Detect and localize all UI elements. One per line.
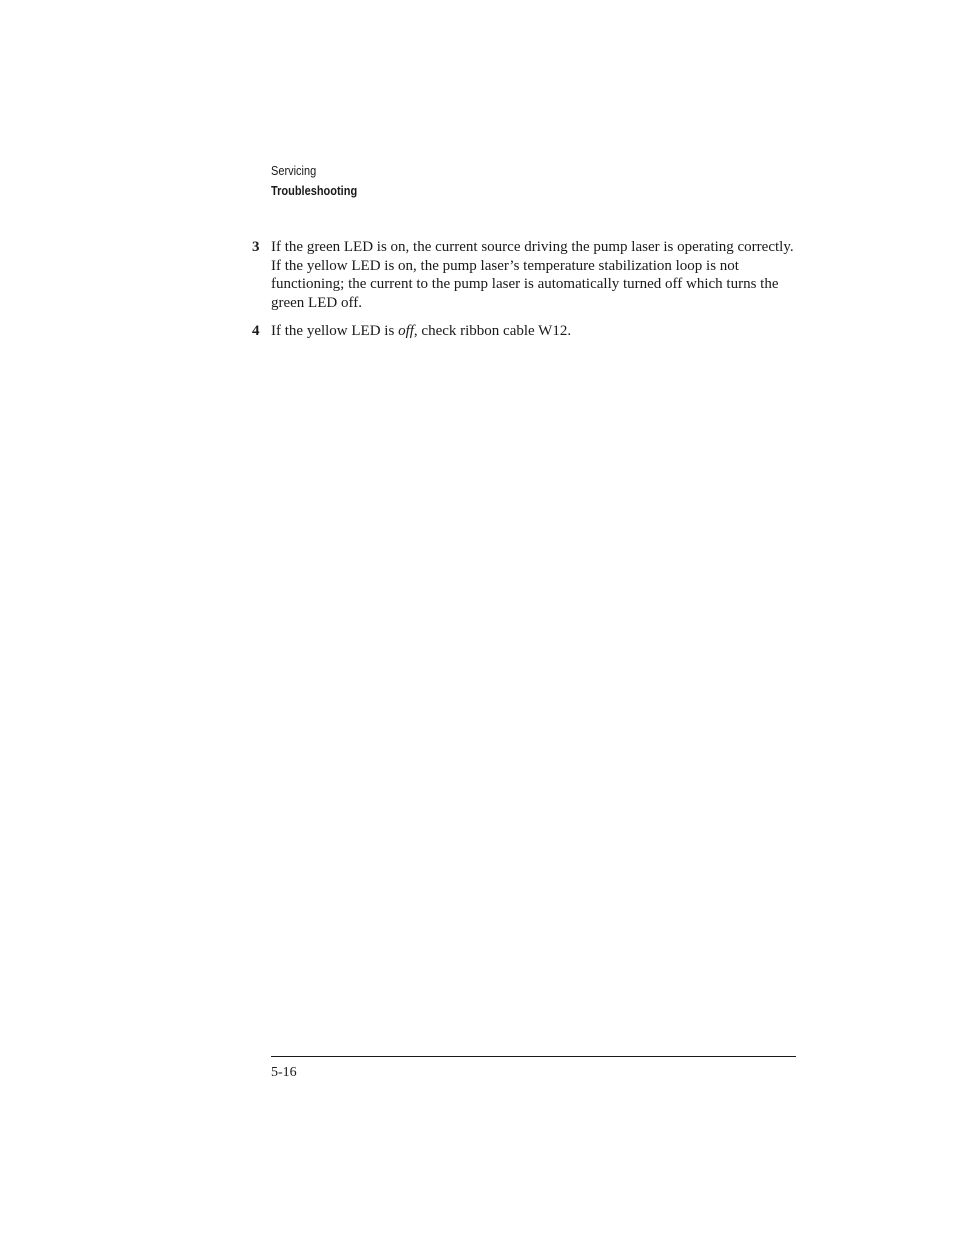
step-text-emphasis: off (398, 323, 414, 340)
step-number: 3 (252, 239, 260, 255)
step-text (271, 322, 800, 341)
step-text: If the green LED is on, the current source driving the pump laser is operating correctly. If the yellow LED is on, the pump laser’s temperature stabilization loop is not functioning; the current to the pump laser is automatically turned off which turns the green LED off. (271, 239, 794, 312)
step-number: 4 (252, 323, 260, 340)
subsection-title: Troubleshooting (271, 184, 358, 198)
footer-divider (271, 1056, 796, 1057)
step-text-before: If the yellow LED is (271, 323, 399, 340)
procedure-steps (252, 238, 800, 351)
step-text-after: , check ribbon cable W12. (413, 323, 572, 340)
step-item (252, 238, 800, 313)
running-head (271, 161, 357, 201)
step-item (252, 322, 800, 341)
page-number: 5-16 (271, 1065, 297, 1080)
section-title: Servicing (271, 164, 317, 178)
